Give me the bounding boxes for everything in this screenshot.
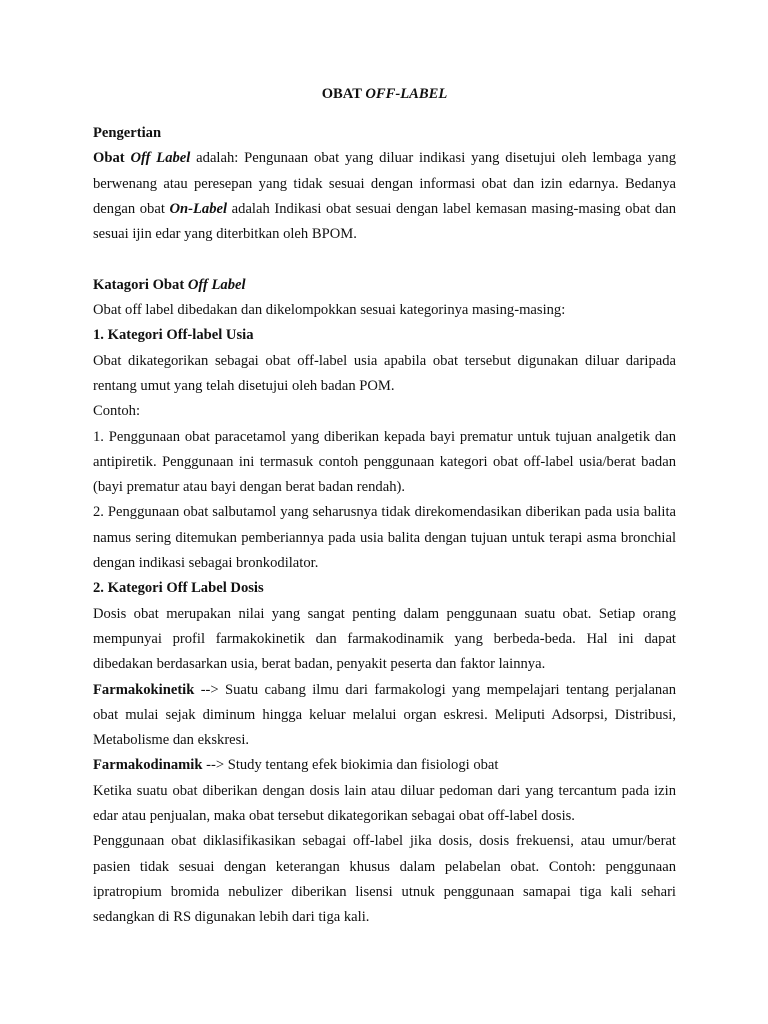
example-item-2: 2. Penggunaan obat salbutamol yang seharusnya tidak direkomendasikan diberikan pada usia balita namus sering ditemukan pemberiannya pada usia balita dengan tujuan untuk terapi asma bronchial dengan indikasi sebagai bronkodilator.	[93, 504, 676, 572]
subheading-dosis: 2. Kategori Off Label Dosis	[93, 580, 264, 597]
paragraph-ketika: Ketika suatu obat diberikan dengan dosis lain atau diluar pedoman dari yang tercantum pada izin edar atau penjualan, maka obat tersebut dikategorikan sebagai obat off-label dosis.	[93, 782, 676, 825]
contoh-label: Contoh:	[93, 403, 141, 420]
paragraph-spacer	[93, 247, 676, 272]
farmakodinamik-text: --> Study tentang efek biokimia dan fisiologi obat	[202, 757, 499, 774]
paragraph-definition	[93, 146, 676, 247]
paragraph-kategori-intro: Obat off label dibedakan dan dikelompokkan sesuai kategorinya masing-masing:	[93, 302, 566, 319]
paragraph-dosis-desc: Dosis obat merupakan nilai yang sangat penting dalam penggunaan suatu obat. Setiap orang mempunyai profil farmakokinetik dan farmakodinamik yang berbeda-beda. Hal ini dapat dibedakan berdasarkan usia, berat badan, penyakit peserta dan faktor lainnya.	[93, 605, 676, 673]
kategori-heading-term: Off Label	[187, 276, 246, 293]
title-prefix: OBAT	[321, 86, 366, 102]
definition-text-1: adalah: Pengunaan obat yang diluar indikasi yang disetujui oleh lembaga yang berwenang atau peresepan yang tidak sesuai dengan informasi obat dan izin edarnya. Bedanya dengan obat	[93, 150, 676, 217]
paragraph-penggunaan: Penggunaan obat diklasifikasikan sebagai off-label jika dosis, dosis frekuensi, atau umur/berat pasien tidak sesuai dengan keterangan khusus dalam pelabelan obat. Contoh: penggunaan ipratropium bromida nebulizer diberikan lisensi utnuk penggunaan samapai tiga kali sehari sedangkan di RS digunakan lebih dari tiga kali.	[93, 833, 676, 926]
definition-term-on-label: On-Label	[169, 200, 228, 217]
definition-term-off-label: Off Label	[130, 150, 191, 167]
definition-lead: Obat	[93, 150, 131, 167]
section-heading-pengertian: Pengertian	[93, 125, 162, 141]
document-page	[93, 82, 676, 931]
subheading-usia: 1. Kategori Off-label Usia	[93, 327, 254, 344]
farmakodinamik-term: Farmakodinamik	[93, 757, 203, 774]
kategori-heading-prefix: Katagori Obat	[93, 276, 188, 293]
paragraph-farmakodinamik	[93, 753, 676, 778]
document-title	[93, 82, 676, 107]
definition-text-2: adalah Indikasi obat sesuai dengan label kemasan masing-masing obat dan sesuai ijin edar yang diterbitkan oleh BPOM.	[93, 200, 676, 243]
example-item-1: 1. Penggunaan obat paracetamol yang diberikan kepada bayi prematur untuk tujuan analgetik dan antipiretik. Penggunaan ini termasuk contoh penggunaan kategori obat off-label usia/berat badan (bayi prematur atau bayi dengan berat badan rendah).	[93, 428, 676, 496]
title-emphasis: OFF-LABEL	[365, 86, 448, 102]
farmakokinetik-text: --> Suatu cabang ilmu dari farmakologi yang mempelajari tentang perjalanan obat mulai sejak diminum hingga keluar melalui organ eskresi. Meliputi Adsorpsi, Distribusi, Metabolisme dan ekskresi.	[93, 681, 676, 749]
paragraph-farmakokinetik	[93, 678, 676, 754]
paragraph-usia-desc: Obat dikategorikan sebagai obat off-label usia apabila obat tersebut digunakan diluar daripada rentang umut yang telah disetujui oleh badan POM.	[93, 352, 676, 394]
section-heading-kategori	[93, 273, 676, 298]
farmakokinetik-term: Farmakokinetik	[93, 681, 195, 698]
